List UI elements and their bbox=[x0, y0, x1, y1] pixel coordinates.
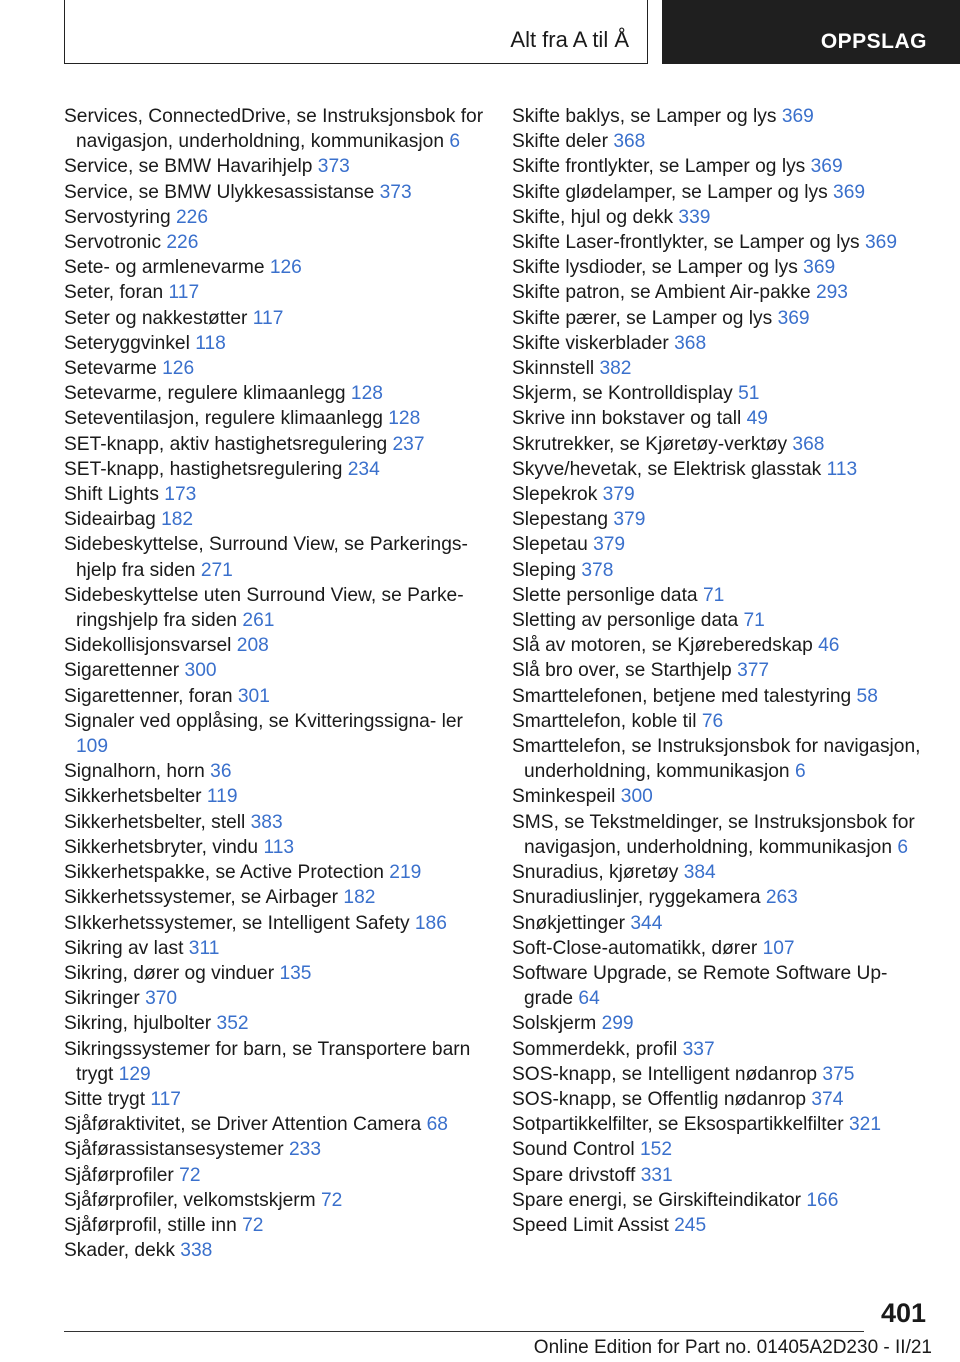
entry-text: Sjåføraktivitet, se Driver Attention Camera bbox=[64, 1114, 422, 1136]
index-entry bbox=[512, 608, 932, 633]
entry-text: Sikkerhetspakke, se Active Protection bbox=[64, 862, 384, 884]
entry-text: Snøkjettinger bbox=[512, 912, 626, 934]
page-link[interactable]: 182 bbox=[161, 509, 194, 531]
index-entry bbox=[64, 784, 494, 809]
index-entry bbox=[64, 911, 494, 936]
footer-edition: Online Edition for Part no. 01405A2D230 - II/21 bbox=[533, 1337, 932, 1358]
page-link[interactable]: 128 bbox=[388, 408, 421, 430]
page-link[interactable]: 6 bbox=[897, 836, 909, 858]
index-entry bbox=[512, 810, 932, 860]
entry-text: Sjåførprofiler bbox=[64, 1164, 174, 1186]
entry-text: Setevarme, regulere klimaanlegg bbox=[64, 383, 346, 405]
page-link[interactable]: 58 bbox=[856, 685, 878, 707]
page-link[interactable]: 369 bbox=[833, 181, 866, 203]
page-link[interactable]: 352 bbox=[216, 1013, 249, 1035]
index-entry bbox=[512, 1112, 932, 1137]
page-link[interactable]: 261 bbox=[242, 610, 275, 632]
entry-text: Skyve/hevetak, se Elektrisk glasstak bbox=[512, 458, 822, 480]
entry-text: Skifte frontlykter, se Lamper og lys bbox=[512, 156, 806, 178]
index-entry bbox=[64, 583, 494, 633]
index-entry bbox=[512, 1087, 932, 1112]
entry-text: Sikkerhetsbryter, vindu bbox=[64, 836, 259, 858]
page-link[interactable]: 219 bbox=[389, 862, 422, 884]
entry-text: Speed Limit Assist bbox=[512, 1214, 669, 1236]
entry-text: Sikringer bbox=[64, 988, 140, 1010]
page-link[interactable]: 71 bbox=[702, 584, 725, 606]
index-entry bbox=[512, 684, 932, 709]
index-entry bbox=[64, 936, 494, 961]
index-entry bbox=[512, 507, 932, 532]
entry-text: Seter og nakkestøtter bbox=[64, 307, 248, 329]
page-link[interactable]: 51 bbox=[738, 383, 760, 405]
index-entry bbox=[64, 255, 494, 280]
index-entry bbox=[512, 1037, 932, 1062]
page-link[interactable]: 370 bbox=[145, 988, 178, 1010]
entry-text: Seteryggvinkel bbox=[64, 332, 190, 354]
page-link[interactable]: 382 bbox=[599, 358, 632, 380]
page-link[interactable]: 299 bbox=[601, 1013, 634, 1035]
index-entry bbox=[512, 936, 932, 961]
page-link[interactable]: 72 bbox=[179, 1164, 201, 1186]
page-link[interactable]: 368 bbox=[613, 131, 646, 153]
index-entry bbox=[512, 583, 932, 608]
index-entry bbox=[64, 709, 494, 759]
entry-text: Services, ConnectedDrive, se Instruksjonsbok for navigasjon, underholdning, kommunikasjon bbox=[64, 106, 484, 153]
index-entry bbox=[512, 356, 932, 381]
page-link[interactable]: 6 bbox=[794, 761, 806, 783]
index-entry bbox=[512, 1062, 932, 1087]
page-link[interactable]: 237 bbox=[392, 433, 425, 455]
entry-text: Signaler ved opplåsing, se Kvitteringssigna‐ ler bbox=[64, 710, 463, 732]
header-section-box bbox=[64, 0, 648, 64]
page-link[interactable]: 72 bbox=[320, 1189, 343, 1211]
page-link[interactable]: 234 bbox=[347, 458, 380, 480]
index-entry bbox=[64, 1137, 494, 1162]
index-entry bbox=[64, 1087, 494, 1112]
index-column-left bbox=[64, 104, 494, 1263]
index-entry bbox=[512, 911, 932, 936]
entry-text: Smarttelefonen, betjene med talestyring bbox=[512, 685, 852, 707]
entry-text: Skrive inn bokstaver og tall bbox=[512, 408, 742, 430]
entry-text: Sigarettenner bbox=[64, 660, 180, 682]
index-entry bbox=[512, 457, 932, 482]
index-entry bbox=[512, 104, 932, 129]
index-column-right bbox=[512, 104, 932, 1238]
index-entry bbox=[64, 280, 494, 305]
entry-text: Skader, dekk bbox=[64, 1240, 175, 1262]
index-entry bbox=[64, 381, 494, 406]
entry-text: Slå av motoren, se Kjøreberedskap bbox=[512, 635, 813, 657]
page-link[interactable]: 384 bbox=[683, 862, 716, 884]
entry-text: SET-knapp, aktiv hastighetsregulering bbox=[64, 433, 388, 455]
page-link[interactable]: 233 bbox=[289, 1139, 322, 1161]
index-entry bbox=[512, 1188, 932, 1213]
index-entry bbox=[64, 684, 494, 709]
entry-text: Slå bro over, se Starthjelp bbox=[512, 660, 732, 682]
index-entry bbox=[64, 406, 494, 431]
entry-text: Sound Control bbox=[512, 1139, 635, 1161]
entry-text: Skifte lysdioder, se Lamper og lys bbox=[512, 257, 798, 279]
index-entry bbox=[64, 1011, 494, 1036]
page-link[interactable]: 377 bbox=[737, 660, 770, 682]
index-entry bbox=[64, 759, 494, 784]
entry-text: Sletting av personlige data bbox=[512, 610, 739, 632]
page-link[interactable]: 293 bbox=[815, 282, 848, 304]
page-link[interactable]: 46 bbox=[818, 635, 840, 657]
page-link[interactable]: 72 bbox=[242, 1214, 264, 1236]
index-entry bbox=[64, 885, 494, 910]
tab-label: OPPSLAG bbox=[820, 30, 927, 53]
page-link[interactable]: 71 bbox=[743, 610, 765, 632]
page-link[interactable]: 368 bbox=[674, 332, 707, 354]
index-entry bbox=[512, 558, 932, 583]
footer-divider bbox=[64, 1331, 864, 1332]
index-entry bbox=[64, 154, 494, 179]
index-entry bbox=[64, 810, 494, 835]
page-link[interactable]: 113 bbox=[826, 458, 858, 480]
entry-text: Skifte deler bbox=[512, 131, 608, 153]
page-link[interactable]: 271 bbox=[200, 559, 233, 581]
entry-text: Sminkespeil bbox=[512, 786, 616, 808]
section-title: Alt fra A til Å bbox=[510, 27, 629, 52]
page-link[interactable]: 119 bbox=[206, 786, 238, 808]
index-entry bbox=[512, 482, 932, 507]
entry-text: Skifte pærer, se Lamper og lys bbox=[512, 307, 773, 329]
entry-text: Skifte, hjul og dekk bbox=[512, 206, 674, 228]
entry-text: Sideairbag bbox=[64, 509, 156, 531]
entry-text: SET-knapp, hastighetsregulering bbox=[64, 458, 343, 480]
entry-text: Snuradius, kjøretøy bbox=[512, 862, 679, 884]
entry-text: Sjåførprofil, stille inn bbox=[64, 1214, 237, 1236]
page-link[interactable]: 379 bbox=[593, 534, 626, 556]
index-entry bbox=[64, 1112, 494, 1137]
page-link[interactable]: 129 bbox=[118, 1063, 151, 1085]
entry-text: Sete- og armlenevarme bbox=[64, 257, 265, 279]
index-entry bbox=[64, 1163, 494, 1188]
index-entry bbox=[64, 860, 494, 885]
index-entry bbox=[64, 1188, 494, 1213]
index-entry bbox=[512, 154, 932, 179]
page-link[interactable]: 339 bbox=[678, 206, 711, 228]
index-entry bbox=[512, 1011, 932, 1036]
entry-text: Sleping bbox=[512, 559, 577, 581]
entry-text: Snuradiuslinjer, ryggekamera bbox=[512, 887, 761, 909]
entry-text: Skjerm, se Kontrolldisplay bbox=[512, 383, 733, 405]
index-entry bbox=[64, 205, 494, 230]
page-link[interactable]: 208 bbox=[236, 635, 269, 657]
entry-text: SIkkerhetssystemer, se Intelligent Safety bbox=[64, 912, 410, 934]
index-entry bbox=[64, 633, 494, 658]
page-link[interactable]: 373 bbox=[317, 156, 350, 178]
entry-text: SOS-knapp, se Intelligent nødanrop bbox=[512, 1063, 818, 1085]
page-link[interactable]: 107 bbox=[762, 937, 795, 959]
entry-text: Setevarme bbox=[64, 358, 157, 380]
entry-text: Sikringssystemer for barn, se Transportere barn trygt bbox=[64, 1038, 471, 1085]
index-entry bbox=[512, 734, 932, 784]
page-link[interactable]: 173 bbox=[164, 484, 197, 506]
entry-text: Skinnstell bbox=[512, 358, 595, 380]
page-link[interactable]: 117 bbox=[150, 1088, 181, 1110]
index-entry bbox=[512, 1137, 932, 1162]
index-entry bbox=[64, 432, 494, 457]
index-entry bbox=[64, 961, 494, 986]
page-link[interactable]: 64 bbox=[578, 988, 600, 1010]
page-link[interactable]: 331 bbox=[640, 1164, 673, 1186]
entry-text: Slepetau bbox=[512, 534, 588, 556]
index-entry bbox=[64, 104, 494, 154]
page-link[interactable]: 369 bbox=[803, 257, 836, 279]
page-link[interactable]: 338 bbox=[180, 1240, 213, 1262]
index-entry bbox=[64, 1037, 494, 1087]
entry-text: Sikring, dører og vinduer bbox=[64, 962, 275, 984]
index-entry bbox=[512, 280, 932, 305]
header-tab bbox=[662, 0, 960, 64]
page-link[interactable]: 126 bbox=[162, 358, 195, 380]
page-link[interactable]: 374 bbox=[811, 1088, 844, 1110]
index-entry bbox=[64, 482, 494, 507]
page-link[interactable]: 301 bbox=[237, 685, 270, 707]
index-entry bbox=[512, 255, 932, 280]
entry-text: Software Upgrade, se Remote Software Up‐ grade bbox=[512, 962, 888, 1010]
entry-text: Sigarettenner, foran bbox=[64, 685, 233, 707]
entry-text: Sidebeskyttelse uten Surround View, se Parke‐ ringshjelp fra siden bbox=[64, 584, 464, 632]
page-link[interactable]: 76 bbox=[701, 710, 724, 732]
index-entry bbox=[512, 1213, 932, 1238]
page-link[interactable]: 118 bbox=[195, 332, 226, 354]
page-link[interactable]: 135 bbox=[279, 962, 312, 984]
index-entry bbox=[512, 860, 932, 885]
page-link[interactable]: 344 bbox=[630, 912, 663, 934]
entry-text: Sidebeskyttelse, Surround View, se Parkerings‐ hjelp fra siden bbox=[64, 534, 468, 581]
page-number: 401 bbox=[880, 1298, 926, 1328]
page-link[interactable]: 369 bbox=[777, 307, 810, 329]
page-link[interactable]: 166 bbox=[806, 1189, 839, 1211]
page-link[interactable]: 383 bbox=[250, 811, 283, 833]
index-entry bbox=[512, 381, 932, 406]
page-link[interactable]: 311 bbox=[188, 937, 220, 959]
entry-text: Smarttelefon, koble til bbox=[512, 710, 697, 732]
entry-text: Spare drivstoff bbox=[512, 1164, 636, 1186]
page-link[interactable]: 49 bbox=[746, 408, 768, 430]
index-entry bbox=[64, 507, 494, 532]
index-entry bbox=[512, 230, 932, 255]
page-link[interactable]: 245 bbox=[674, 1214, 707, 1236]
entry-text: Skifte baklys, se Lamper og lys bbox=[512, 106, 777, 127]
page-link[interactable]: 369 bbox=[865, 232, 898, 254]
index-entry bbox=[512, 633, 932, 658]
page-link[interactable]: 368 bbox=[792, 433, 825, 455]
index-entry bbox=[512, 885, 932, 910]
page-link[interactable]: 378 bbox=[581, 559, 614, 581]
index-entry bbox=[64, 986, 494, 1011]
page-link[interactable]: 186 bbox=[414, 912, 447, 934]
index-entry bbox=[64, 1238, 494, 1263]
entry-text: Service, se BMW Havarihjelp bbox=[64, 156, 313, 178]
entry-text: Sommerdekk, profil bbox=[512, 1038, 678, 1060]
index-entry bbox=[512, 306, 932, 331]
page-link[interactable]: 375 bbox=[822, 1063, 855, 1085]
index-entry bbox=[512, 129, 932, 154]
page-link[interactable]: 300 bbox=[620, 786, 653, 808]
entry-text: Slette personlige data bbox=[512, 584, 698, 606]
entry-text: Solskjerm bbox=[512, 1013, 597, 1035]
page-link[interactable]: 369 bbox=[810, 156, 843, 178]
page-link[interactable]: 226 bbox=[166, 232, 199, 254]
page-link[interactable]: 379 bbox=[613, 509, 646, 531]
index-entry bbox=[512, 406, 932, 431]
entry-text: SMS, se Tekstmeldinger, se Instruksjonsbok for navigasjon, underholdning, kommunikasjon bbox=[512, 811, 915, 858]
index-entry bbox=[64, 331, 494, 356]
entry-text: Seteventilasjon, regulere klimaanlegg bbox=[64, 408, 383, 430]
index-entry bbox=[64, 230, 494, 255]
entry-text: Sidekollisjonsvarsel bbox=[64, 635, 232, 657]
index-entry bbox=[64, 1213, 494, 1238]
page-link[interactable]: 373 bbox=[379, 181, 412, 203]
entry-text: Sikkerhetsbelter bbox=[64, 786, 202, 808]
page-link[interactable]: 321 bbox=[848, 1114, 881, 1136]
index-entry bbox=[64, 457, 494, 482]
page-link[interactable]: 113 bbox=[263, 836, 295, 858]
page-link[interactable]: 152 bbox=[640, 1139, 673, 1161]
index-entry bbox=[512, 331, 932, 356]
entry-text: Sotpartikkelfilter, se Eksospartikkelfilter bbox=[512, 1114, 844, 1136]
entry-text: Sikring, hjulbolter bbox=[64, 1013, 212, 1035]
index-entry bbox=[512, 432, 932, 457]
entry-text: Sjåførassistansesystemer bbox=[64, 1139, 284, 1161]
page-link[interactable]: 182 bbox=[343, 887, 376, 909]
index-entry bbox=[512, 784, 932, 809]
index-entry bbox=[64, 835, 494, 860]
page-link[interactable]: 379 bbox=[602, 484, 635, 506]
entry-text: Skrutrekker, se Kjøretøy-verktøy bbox=[512, 433, 788, 455]
entry-text: Sikring av last bbox=[64, 937, 184, 959]
entry-text: Slepekrok bbox=[512, 484, 598, 506]
page-link[interactable]: 68 bbox=[426, 1114, 448, 1136]
entry-text: Smarttelefon, se Instruksjonsbok for navigasjon, underholdning, kommunikasjon bbox=[512, 736, 921, 783]
page-link[interactable]: 117 bbox=[252, 307, 284, 329]
index-entry bbox=[512, 180, 932, 205]
entry-text: Sikkerhetssystemer, se Airbager bbox=[64, 887, 339, 909]
entry-text: Skifte Laser-frontlykter, se Lamper og lys bbox=[512, 232, 860, 254]
entry-text: Spare energi, se Girskifteindikator bbox=[512, 1189, 802, 1211]
index-entry bbox=[512, 709, 932, 734]
page-link[interactable]: 226 bbox=[175, 206, 208, 228]
page-link[interactable]: 128 bbox=[350, 383, 383, 405]
index-entry bbox=[512, 532, 932, 557]
index-entry bbox=[64, 532, 494, 582]
entry-text: Seter, foran bbox=[64, 282, 164, 304]
entry-text: Servotronic bbox=[64, 232, 162, 254]
page-link[interactable]: 300 bbox=[184, 660, 217, 682]
entry-text: Slepestang bbox=[512, 509, 609, 531]
entry-text: Soft-Close-automatikk, dører bbox=[512, 937, 758, 959]
page-link[interactable]: 117 bbox=[168, 282, 200, 304]
index-entry bbox=[512, 1163, 932, 1188]
page-link[interactable]: 109 bbox=[76, 736, 109, 758]
page-link[interactable]: 6 bbox=[449, 131, 461, 153]
entry-text: Shift Lights bbox=[64, 484, 159, 506]
index-entry bbox=[512, 961, 932, 1011]
entry-text: Skifte viskerblader bbox=[512, 332, 669, 354]
entry-text: Sikkerhetsbelter, stell bbox=[64, 811, 246, 833]
entry-text: Service, se BMW Ulykkesassistanse bbox=[64, 181, 375, 203]
index-entry bbox=[64, 306, 494, 331]
entry-text: Sjåførprofiler, velkomstskjerm bbox=[64, 1189, 316, 1211]
index-entry bbox=[64, 658, 494, 683]
page-link[interactable]: 369 bbox=[781, 106, 814, 127]
entry-text: Signalhorn, horn bbox=[64, 761, 205, 783]
index-entry bbox=[64, 356, 494, 381]
entry-text: Sitte trygt bbox=[64, 1088, 146, 1110]
entry-text: Servostyring bbox=[64, 206, 171, 228]
index-entry bbox=[512, 658, 932, 683]
entry-text: Skifte glødelamper, se Lamper og lys bbox=[512, 181, 828, 203]
page-link[interactable]: 263 bbox=[765, 887, 798, 909]
entry-text: SOS-knapp, se Offentlig nødanrop bbox=[512, 1088, 807, 1110]
index-entry bbox=[512, 205, 932, 230]
page-link[interactable]: 337 bbox=[682, 1038, 715, 1060]
page-link[interactable]: 36 bbox=[210, 761, 232, 783]
page-link[interactable]: 126 bbox=[269, 257, 302, 279]
entry-text: Skifte patron, se Ambient Air-pakke bbox=[512, 282, 811, 304]
index-entry bbox=[64, 180, 494, 205]
